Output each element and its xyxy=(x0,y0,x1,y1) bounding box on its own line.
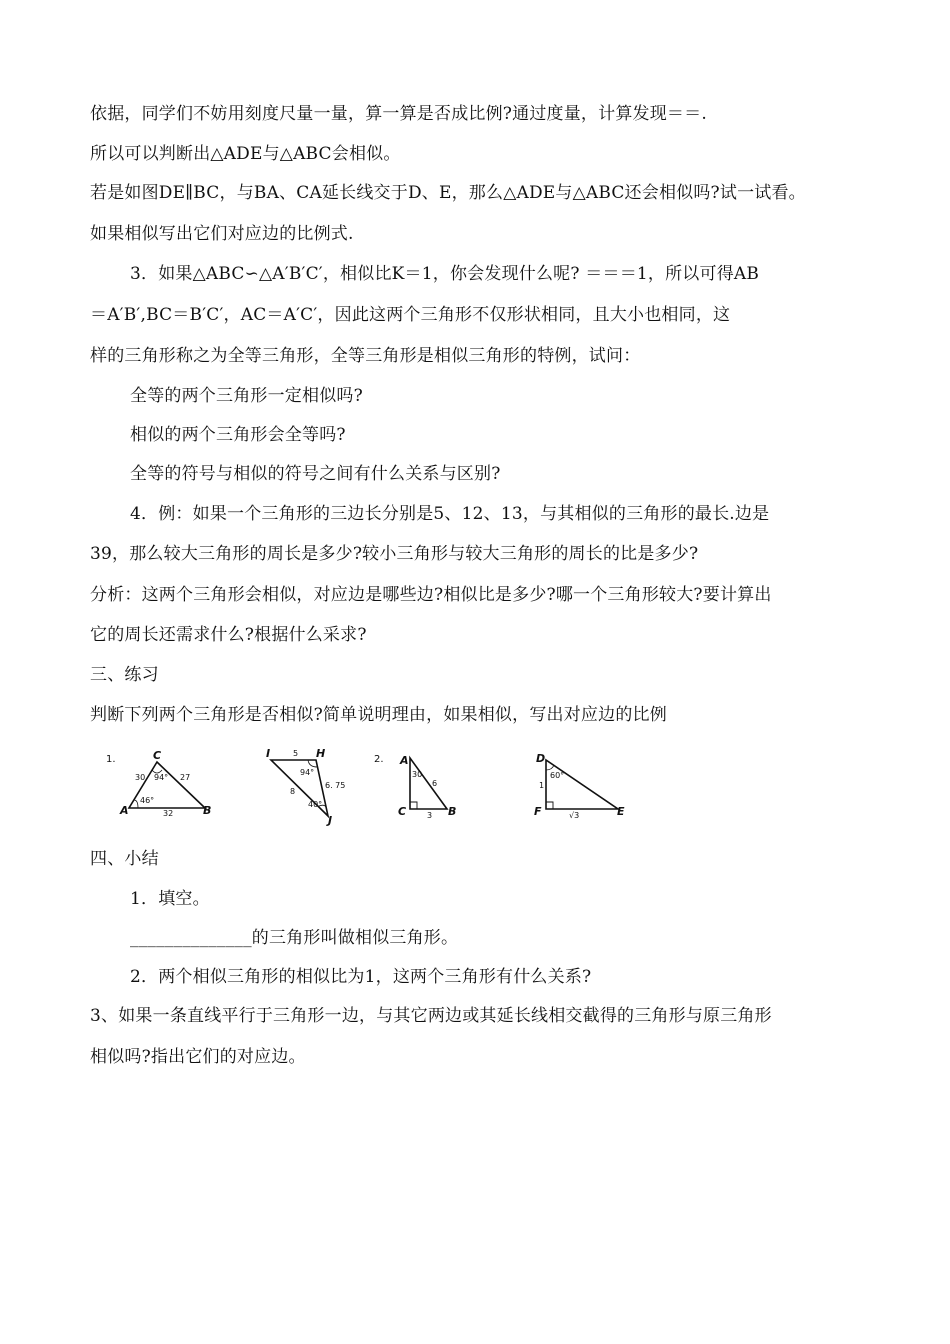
fill-in-blank-line: ______________的三角形叫做相似三角形。 xyxy=(130,928,459,948)
question-line: 全等的两个三角形一定相似吗? xyxy=(130,386,363,406)
triangle-figure-ihj xyxy=(262,748,362,826)
paragraph-line: 1．填空。 xyxy=(130,889,210,909)
section-heading: 三、练习 xyxy=(90,665,159,685)
triangle-figure-dfe xyxy=(525,748,635,820)
vertex-label: H xyxy=(316,747,326,760)
figure-number: 1. xyxy=(106,754,116,765)
angle-label: 94° xyxy=(154,773,169,782)
paragraph-line: 样的三角形称之为全等三角形，全等三角形是相似三角形的特例，试问： xyxy=(90,346,641,366)
side-label: 32 xyxy=(163,809,174,818)
side-label: 1 xyxy=(539,781,545,790)
vertex-label: D xyxy=(536,752,546,765)
paragraph-line: 3、如果一条直线平行于三角形一边，与其它两边或其延长线相交截得的三角形与原三角形 xyxy=(90,1006,772,1026)
vertex-label: C xyxy=(153,749,162,762)
paragraph-line: 分析：这两个三角形会相似，对应边是哪些边?相似比是多少?哪一个三角形较大?要计算出 xyxy=(90,585,772,605)
vertex-label: J xyxy=(328,814,333,827)
paragraph-line: 如果相似写出它们对应边的比例式. xyxy=(90,224,354,244)
figure-number: 2. xyxy=(374,754,384,765)
paragraph-line: ＝A′B′,BC＝B′C′，AC＝A′C′，因此这两个三角形不仅形状相同，且大小也相同，这 xyxy=(90,305,731,325)
paragraph-line: 3．如果△ABC∽△A′B′C′，相似比K＝1，你会发现什么呢? ＝＝＝1，所以可得AB xyxy=(130,264,760,284)
side-label: √3 xyxy=(569,811,580,820)
side-label: 3 xyxy=(427,811,433,820)
side-label: 6. 75 xyxy=(325,781,346,790)
vertex-label: B xyxy=(203,804,212,817)
angle-label: 60° xyxy=(550,771,565,780)
side-label: 6 xyxy=(432,779,438,788)
side-label: 27 xyxy=(180,773,191,782)
vertex-label: F xyxy=(534,805,542,818)
angle-label: 30 xyxy=(412,770,423,779)
angle-label: 46° xyxy=(140,796,155,805)
paragraph-line: 相似吗?指出它们的对应边。 xyxy=(90,1047,306,1067)
triangle-figure-abc xyxy=(100,748,225,818)
paragraph-line: 依据，同学们不妨用刻度尺量一量，算一算是否成比例?通过度量，计算发现＝＝. xyxy=(90,104,707,124)
paragraph-line: 它的周长还需求什么?根据什么采求? xyxy=(90,625,367,645)
paragraph-line: 2．两个相似三角形的相似比为1，这两个三角形有什么关系? xyxy=(130,967,592,987)
vertex-label: B xyxy=(448,805,457,818)
question-line: 相似的两个三角形会全等吗? xyxy=(130,425,346,445)
vertex-label: A xyxy=(400,754,409,767)
side-label: 8 xyxy=(290,787,296,796)
paragraph-line: 39，那么较大三角形的周长是多少?较小三角形与较大三角形的周长的比是多少? xyxy=(90,544,699,564)
section-heading: 四、小结 xyxy=(90,849,159,869)
angle-label: 94° xyxy=(300,768,315,777)
side-label: 30 xyxy=(135,773,146,782)
angle-label: 40° xyxy=(308,800,323,809)
triangle-figure-acb xyxy=(370,748,470,820)
paragraph-line: 所以可以判断出△ADE与△ABC会相似。 xyxy=(90,144,401,164)
paragraph-line: 若是如图DE∥BC，与BA、CA延长线交于D、E，那么△ADE与△ABC还会相似吗?试一试看。 xyxy=(90,183,806,203)
paragraph-line: 判断下列两个三角形是否相似?简单说明理由，如果相似，写出对应边的比例 xyxy=(90,705,667,725)
question-line: 全等的符号与相似的符号之间有什么关系与区别? xyxy=(130,464,501,484)
vertex-label: A xyxy=(120,804,129,817)
side-label: 5 xyxy=(293,749,299,758)
vertex-label: E xyxy=(617,805,625,818)
vertex-label: C xyxy=(398,805,407,818)
vertex-label: I xyxy=(266,747,271,760)
paragraph-line: 4．例：如果一个三角形的三边长分别是5、12、13，与其相似的三角形的最长.边是 xyxy=(130,504,770,524)
